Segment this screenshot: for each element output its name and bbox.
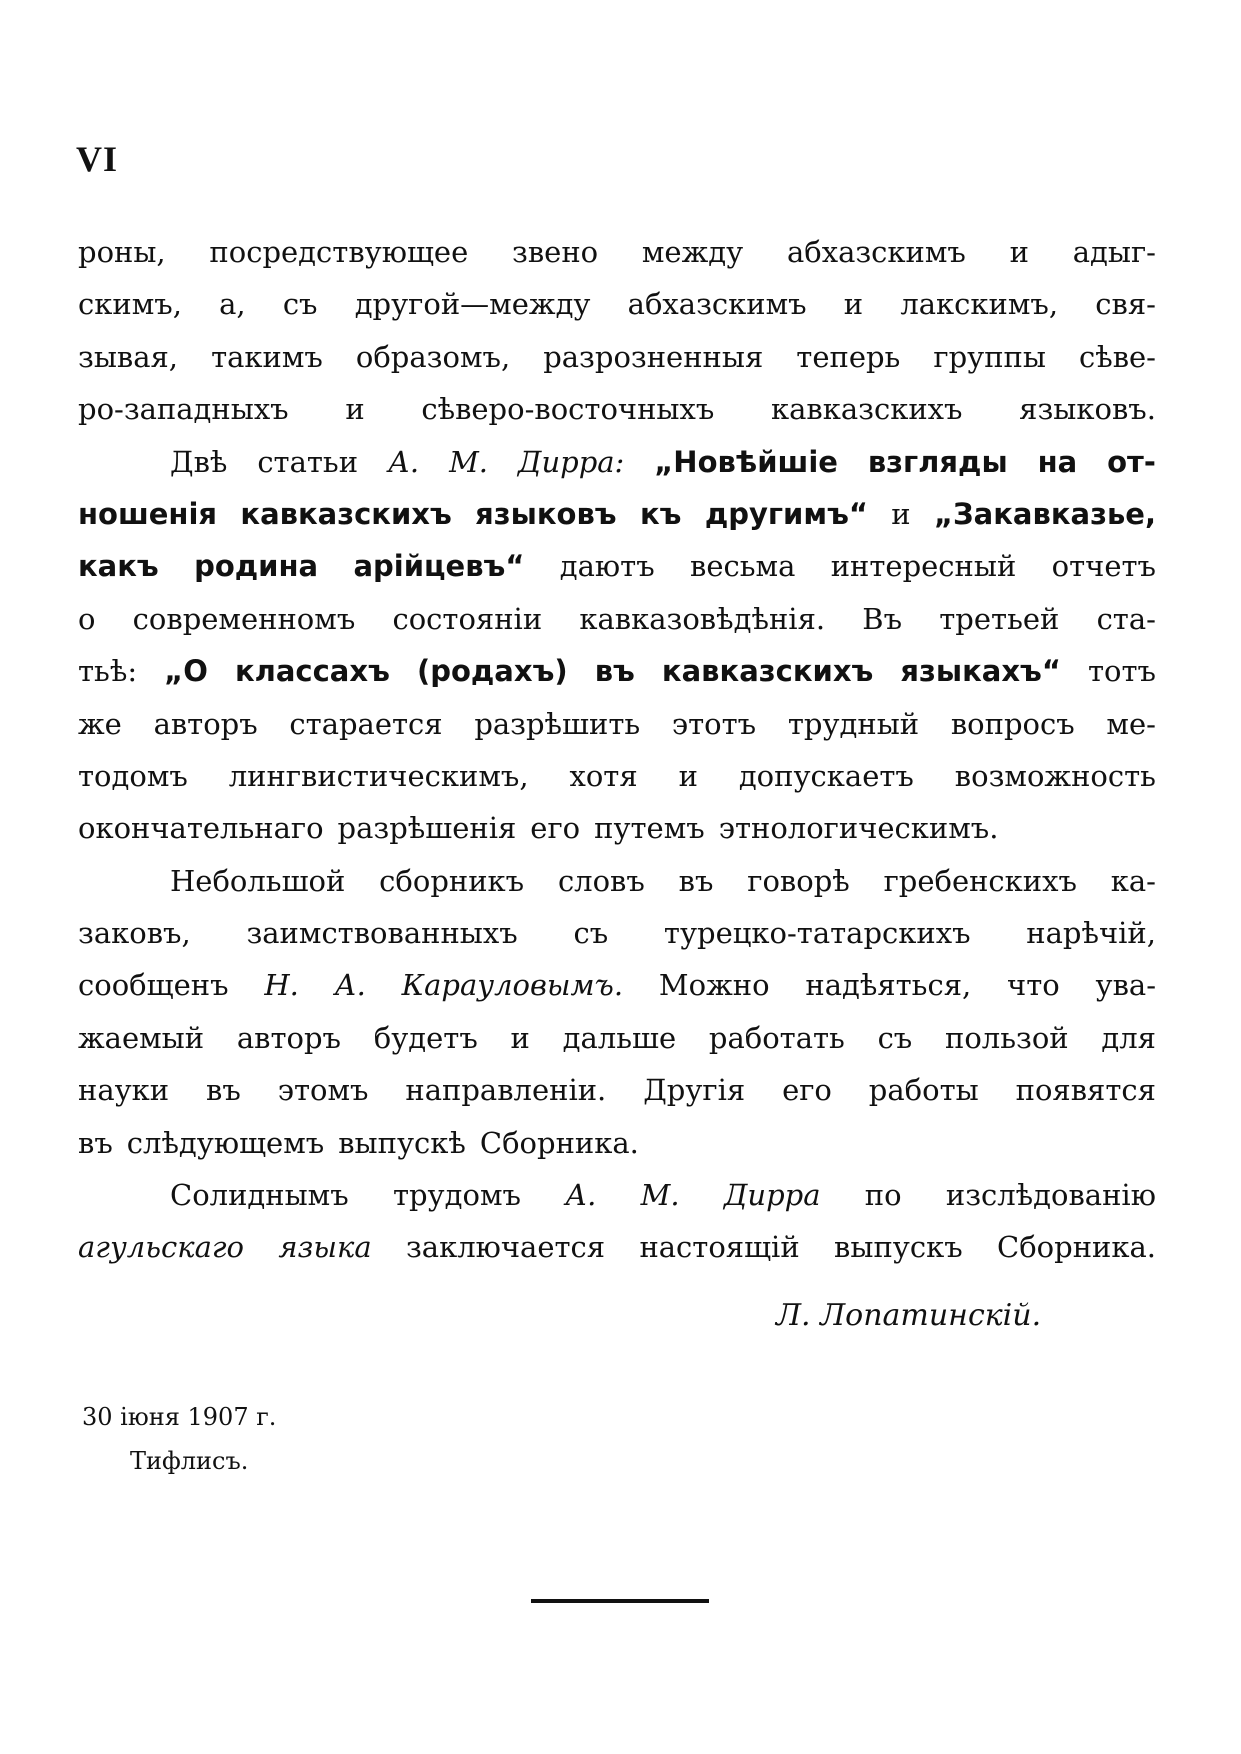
word: гребенскихъ [883, 863, 1077, 898]
word: лакскимъ, [900, 287, 1059, 322]
page-number: VI [76, 139, 119, 179]
word: сѣве- [1078, 339, 1156, 374]
word: сѣверо-восточныхъ [421, 392, 715, 427]
word: посредствующее [209, 235, 469, 269]
word: ста- [1096, 601, 1156, 636]
text-line [78, 907, 1156, 959]
word: тодомъ [78, 758, 188, 793]
article-title: кавказскихъ [661, 654, 874, 689]
date-place-block [82, 1395, 276, 1483]
word: теперь [796, 339, 901, 374]
word: ка- [1110, 863, 1156, 898]
word: и [843, 287, 864, 322]
word: съ [573, 916, 609, 951]
word: такимъ [211, 339, 323, 374]
word: окончательнаго [78, 811, 324, 846]
article-title: классахъ [234, 654, 390, 689]
text-line [78, 698, 1156, 750]
article-title: кавказскихъ [240, 496, 452, 531]
word: адыг- [1072, 235, 1156, 269]
word: работать [708, 1020, 845, 1055]
word: авторъ [153, 706, 258, 741]
word: разрозненныя [543, 339, 764, 374]
article-title: „Закавказье, [934, 496, 1156, 531]
word: въ [206, 1073, 241, 1108]
word: и [510, 1020, 530, 1055]
word: разрѣшенія [337, 811, 517, 846]
word: между [641, 235, 744, 269]
text-line [78, 278, 1156, 330]
author-name: М. [640, 1178, 680, 1213]
article-title: от- [1107, 444, 1156, 479]
language-name: агульскаго [78, 1230, 244, 1265]
word: въ [78, 1125, 113, 1160]
word: и [1009, 235, 1029, 269]
word: звено [512, 235, 599, 269]
word: тьѣ: [78, 654, 138, 689]
word: хотя [569, 758, 638, 793]
word: его [530, 811, 581, 846]
word: выпускѣ [338, 1125, 466, 1160]
body-text [78, 226, 1156, 1274]
word: трудомъ [392, 1178, 521, 1213]
word: сообщенъ [78, 968, 229, 1003]
word: разрѣшить [474, 706, 641, 741]
author-name: Карауловымъ. [401, 968, 624, 1003]
word: трудный [787, 706, 920, 741]
article-title: взгляды [867, 444, 1008, 479]
word: отчетъ [1051, 549, 1156, 584]
word: третьей [939, 601, 1060, 636]
word: абхазскимъ [786, 235, 966, 269]
word: группы [933, 339, 1046, 374]
word: Сборника. [997, 1230, 1156, 1265]
signature: Л. Лопатинскій. [776, 1298, 1042, 1333]
word: заключается [405, 1230, 606, 1265]
word: Можно [658, 968, 770, 1003]
word: Небольшой [170, 863, 346, 898]
word: дальше [562, 1020, 677, 1055]
word: этотъ [671, 706, 757, 741]
word: работы [868, 1073, 979, 1108]
word: скимъ, [78, 287, 182, 322]
article-title: языкахъ“ [900, 654, 1061, 689]
article-title: какъ [78, 549, 159, 584]
author-name: А. [334, 968, 366, 1003]
word: свя- [1095, 287, 1156, 322]
word: словъ [557, 863, 645, 898]
word: вопросъ [950, 706, 1075, 741]
word: жаемый [78, 1020, 205, 1055]
word: и [678, 758, 698, 793]
place: Тифлисъ. [130, 1447, 249, 1475]
word: сборникъ [379, 863, 525, 898]
word: зывая, [78, 339, 179, 374]
word: пользой [945, 1020, 1069, 1055]
text-line [78, 645, 1156, 697]
word: ро-западныхъ [78, 392, 289, 427]
word: слѣдующемъ [126, 1125, 325, 1160]
word: нарѣчій, [1026, 916, 1156, 951]
word: науки [78, 1073, 170, 1108]
author-name: Дирра [723, 1178, 821, 1213]
word: Двѣ [170, 444, 228, 479]
word: и [891, 496, 911, 531]
text-line [78, 1221, 1156, 1273]
closing-rule [531, 1599, 709, 1603]
date: 30 іюня 1907 г. [82, 1403, 277, 1431]
word: въ [678, 863, 714, 898]
author-name: Н. [264, 968, 299, 1003]
article-title: въ [594, 654, 635, 689]
word: ме- [1106, 706, 1156, 741]
article-title: арійцевъ“ [353, 549, 525, 584]
word: старается [289, 706, 443, 741]
word: авторъ [236, 1020, 341, 1055]
author-name: А. [387, 444, 420, 479]
word: языковъ. [1019, 392, 1156, 427]
word: Сборника. [479, 1125, 639, 1160]
word: появятся [1015, 1073, 1156, 1108]
word: настоящій [639, 1230, 800, 1265]
word: другой—между [354, 287, 591, 322]
word: будетъ [373, 1020, 478, 1055]
article-title: на [1037, 444, 1078, 479]
author-name: А. [565, 1178, 597, 1213]
word: роны, [78, 235, 166, 269]
article-title: (родахъ) [416, 654, 568, 689]
word: кавказскихъ [771, 392, 963, 427]
word: интересный [830, 549, 1017, 584]
text-line [78, 1169, 1156, 1221]
text-line [78, 540, 1156, 592]
text-line [78, 750, 1156, 802]
article-title: родина [194, 549, 319, 584]
word: тотъ [1087, 654, 1156, 689]
author-name: Дирра: [517, 444, 625, 479]
word: ува- [1095, 968, 1156, 1003]
word: допускаетъ [738, 758, 914, 793]
word: заковъ, [78, 916, 191, 951]
word: для [1101, 1020, 1156, 1055]
word: съ [877, 1020, 913, 1055]
word: этомъ [277, 1073, 369, 1108]
author-name: М. [449, 444, 488, 479]
article-title: „О [164, 654, 208, 689]
word: Солиднымъ [170, 1178, 349, 1213]
text-line [78, 488, 1156, 540]
word: по [864, 1178, 902, 1213]
word: что [1007, 968, 1060, 1003]
word: выпускъ [834, 1230, 963, 1265]
word: а, [219, 287, 246, 322]
text-line [78, 1064, 1156, 1116]
text-line [78, 855, 1156, 907]
text-line [78, 959, 1156, 1011]
word: съ [282, 287, 318, 322]
text-line [78, 802, 1156, 854]
word: турецко-татарскихъ [663, 916, 971, 951]
word: его [782, 1073, 832, 1108]
word: лингвистическимъ, [228, 758, 529, 793]
word: надѣяться, [805, 968, 972, 1003]
text-line [78, 383, 1156, 435]
word: Другія [643, 1073, 746, 1108]
text-line [78, 1117, 1156, 1169]
word: заимствованныхъ [246, 916, 518, 951]
word: возможность [954, 758, 1156, 793]
article-title: къ [639, 496, 682, 531]
word: статьи [257, 444, 359, 479]
text-line [78, 593, 1156, 645]
word: же [78, 706, 122, 741]
word: даютъ [559, 549, 655, 584]
text-line [78, 1012, 1156, 1064]
word: образомъ, [355, 339, 511, 374]
word: путемъ [594, 811, 705, 846]
word: о [78, 601, 96, 636]
word: изслѣдованію [945, 1178, 1156, 1213]
article-title: языковъ [475, 496, 617, 531]
text-line [78, 226, 1156, 278]
article-title: „Новѣйшіе [654, 444, 838, 479]
word: кавказовѣдѣнія. [579, 601, 826, 636]
word: направленіи. [405, 1073, 607, 1108]
word: этнологическимъ. [718, 811, 999, 846]
article-title: другимъ“ [704, 496, 868, 531]
word: и [345, 392, 365, 427]
article-title: ношенія [78, 496, 218, 531]
word: весьма [690, 549, 796, 584]
word: состояніи [392, 601, 543, 636]
word: абхазскимъ [627, 287, 807, 322]
word: Въ [862, 601, 903, 636]
text-line [78, 436, 1156, 488]
text-line [78, 331, 1156, 383]
word: современномъ [132, 601, 356, 636]
language-name: языка [278, 1230, 372, 1265]
word: говорѣ [747, 863, 850, 898]
